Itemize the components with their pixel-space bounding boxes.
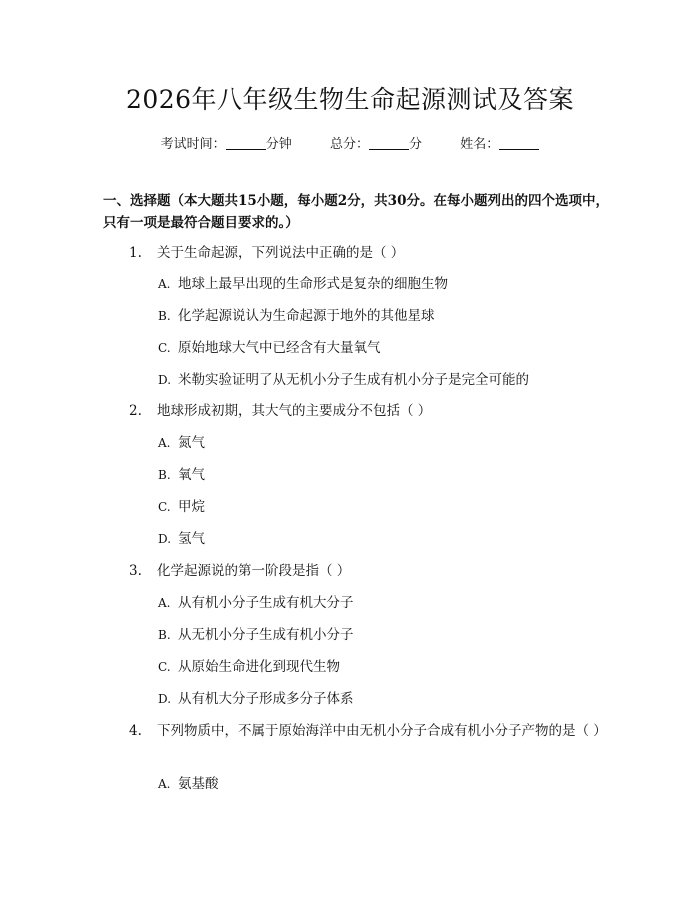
option-letter: B. <box>158 468 171 482</box>
option-text: 米勒实验证明了从无机小分子生成有机小分子是完全可能的 <box>178 372 529 388</box>
name-blank <box>499 137 539 150</box>
question-number: 1. <box>129 245 142 261</box>
exam-info-line <box>0 133 700 152</box>
option-text: 化学起源说认为生命起源于地外的其他星球 <box>178 308 435 324</box>
option-text: 从原始生命进化到现代生物 <box>178 659 340 675</box>
option-text: 从有机大分子形成多分子体系 <box>178 691 354 707</box>
question-2 <box>103 400 613 422</box>
time-label: 考试时间： <box>160 137 226 152</box>
option-text: 原始地球大气中已经含有大量氧气 <box>178 340 381 356</box>
option-2a <box>158 433 205 453</box>
option-letter: C. <box>158 500 171 514</box>
question-text: 下列物质中，不属于原始海洋中由无机小分子合成有机小分子产物的是（ ） <box>157 723 607 739</box>
option-text: 从有机小分子生成有机大分子 <box>178 595 354 611</box>
question-text: 地球形成初期，其大气的主要成分不包括（ ） <box>157 403 432 419</box>
question-number: 4. <box>129 723 142 739</box>
option-3a <box>158 593 354 613</box>
question-1 <box>103 242 613 264</box>
question-4 <box>103 720 613 742</box>
option-letter: C. <box>158 660 171 674</box>
option-1c <box>158 338 381 358</box>
score-unit: 分 <box>409 137 423 152</box>
option-1a <box>158 274 448 294</box>
option-text: 氧气 <box>178 467 205 483</box>
option-letter: B. <box>158 309 171 323</box>
option-text: 甲烷 <box>178 499 205 515</box>
question-number: 2. <box>129 403 142 419</box>
name-label: 姓名： <box>460 137 500 152</box>
option-text: 氢气 <box>178 531 205 547</box>
option-letter: C. <box>158 341 171 355</box>
page-title: 2026年八年级生物生命起源测试及答案 <box>125 85 575 114</box>
option-2d <box>158 529 205 549</box>
option-letter: A. <box>158 277 171 291</box>
option-letter: A. <box>158 777 171 791</box>
question-number: 3. <box>129 563 142 579</box>
score-label: 总分： <box>329 137 369 152</box>
option-letter: A. <box>158 596 171 610</box>
option-1b <box>158 306 435 326</box>
option-3b <box>158 625 354 645</box>
option-2b <box>158 465 205 485</box>
option-letter: D. <box>158 532 172 546</box>
option-text: 氮气 <box>178 435 205 451</box>
question-3 <box>103 560 613 582</box>
option-letter: B. <box>158 628 171 642</box>
option-3c <box>158 657 340 677</box>
option-3d <box>158 689 354 709</box>
section-heading: 一、选择题（本大题共15小题，每小题2分，共30分。在每小题列出的四个选项中，只有一项是最符合题目要求的。） <box>103 193 609 231</box>
score-blank <box>369 137 409 150</box>
option-2c <box>158 497 205 517</box>
option-text: 氨基酸 <box>178 776 219 792</box>
option-letter: D. <box>158 692 172 706</box>
option-1d <box>158 370 529 390</box>
option-text: 从无机小分子生成有机小分子 <box>178 627 354 643</box>
time-unit: 分钟 <box>265 137 292 152</box>
question-text: 关于生命起源，下列说法中正确的是（ ） <box>157 245 405 261</box>
option-4a <box>158 774 219 794</box>
option-letter: A. <box>158 436 171 450</box>
option-text: 地球上最早出现的生命形式是复杂的细胞生物 <box>178 276 448 292</box>
option-letter: D. <box>158 373 172 387</box>
question-text: 化学起源说的第一阶段是指（ ） <box>157 563 351 579</box>
time-blank <box>226 137 266 150</box>
